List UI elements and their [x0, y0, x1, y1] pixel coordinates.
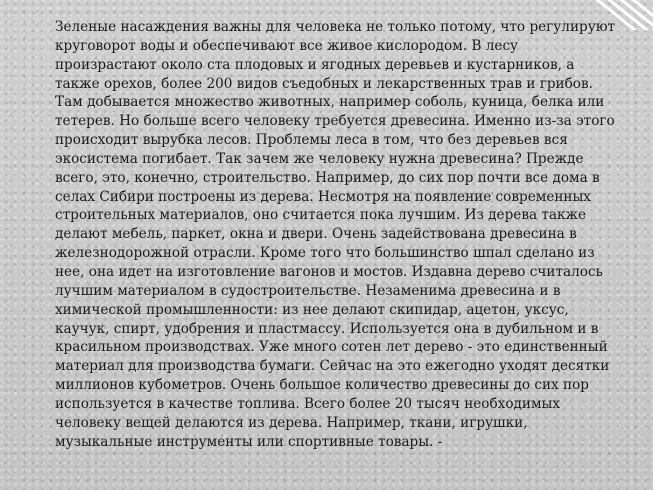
text-line: Зеленые насаждения важны для человека не только потому, что регулируют [55, 19, 616, 35]
text-line: используется в качестве топлива. Всего более 20 тысяч необходимых [55, 395, 561, 412]
text-line: селах Сибири построены из дерева. Несмотря на появление современных [55, 188, 591, 205]
text-line: Там добывается множество животных, например соболь, куница, белка или [55, 94, 605, 111]
text-line: нее, она идет на изготовление вагонов и мостов. Издавна дерево считалось [55, 263, 603, 280]
text-line: делают мебель, паркет, окна и двери. Очень задействована древесина в [55, 226, 577, 243]
text-line: строительных материалов, оно считается пока лучшим. Из дерева также [55, 207, 587, 224]
text-line: музыкальные инструменты или спортивные товары. - [55, 433, 443, 450]
text-line: круговорот воды и обеспечивают все живое кислородом. В лесу [55, 37, 519, 54]
text-line: каучук, спирт, удобрения и пластмассу. Используется она в дубильном и в [55, 320, 599, 337]
text-line: миллионов кубометров. Очень большое количество древесины до сих пор [55, 377, 589, 394]
text-line: химической промышленности: из нее делают скипидар, ацетон, уксус, [55, 301, 569, 318]
text-line: человеку вещей делаются из дерева. Например, ткани, игрушки, [55, 414, 528, 431]
text-line: железнодорожной отрасли. Кроме того что большинство шпал сделано из [55, 245, 595, 262]
text-line: всего, это, конечно, строительство. Например, до сих пор почти все дома в [55, 169, 600, 186]
text-line: лучшим материалом в судостроительстве. Незаменима древесина и в [55, 282, 561, 299]
text-line: экосистема погибает. Так зачем же человеку нужна древесина? Прежде [55, 150, 584, 167]
text-line: тетерев. Но больше всего человеку требуется древесина. Именно из-за этого [55, 113, 615, 130]
text-line: также орехов, более 200 видов съедобных и лекарственных трав и грибов. [55, 75, 593, 92]
text-line: материал для производства бумаги. Сейчас на это ежегодно уходят десятки [55, 358, 610, 375]
slide-body-text [55, 18, 625, 451]
text-line: произрастают около ста плодовых и ягодных деревьев и кустарников, а [55, 56, 575, 73]
text-line: происходит вырубка лесов. Проблемы леса в том, что без деревьев вся [55, 132, 568, 149]
text-line: красильном производствах. Уже много сотен лет дерево - это единственный [55, 339, 608, 356]
